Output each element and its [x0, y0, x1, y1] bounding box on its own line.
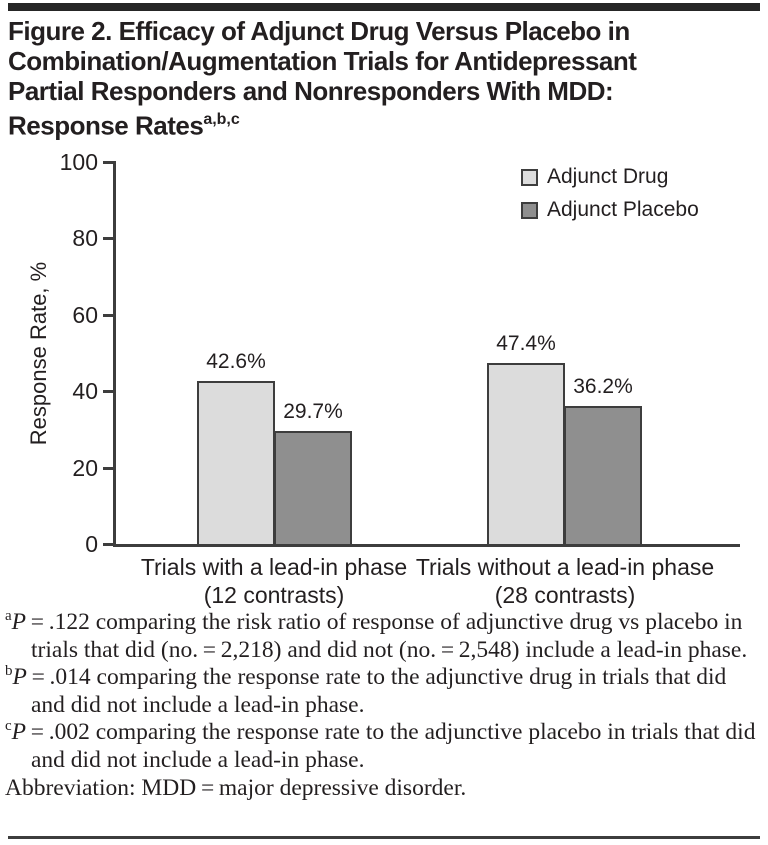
bar-value-label: 36.2% [573, 374, 633, 398]
figure-title-line: Partial Responders and Nonresponders With MDD: [8, 76, 614, 106]
bar-adjunct-placebo-group2 [564, 406, 642, 546]
y-axis-tick-label: 100 [59, 149, 98, 175]
x-axis-line [113, 544, 740, 547]
footnote-c [5, 719, 762, 774]
legend-swatch-icon [521, 202, 538, 219]
legend-swatch-icon [521, 169, 538, 186]
legend-label: Adjunct Placebo [547, 198, 699, 221]
footnote-p-symbol: P [11, 609, 27, 635]
bar-value-label: 47.4% [496, 331, 556, 355]
footnote-b [5, 664, 762, 719]
legend-label: Adjunct Drug [547, 165, 669, 188]
y-axis-tick [103, 390, 113, 393]
x-category-line: (28 contrasts) [494, 582, 636, 608]
footnote-p-symbol: P [12, 664, 27, 691]
bar-value-label: 29.7% [283, 399, 343, 423]
footnote-marker: a [5, 608, 12, 625]
y-axis-tick-label: 40 [72, 378, 98, 405]
footnote-p-symbol: P [11, 719, 27, 746]
footnote-marker: b [5, 663, 13, 680]
y-axis-tick-label: 20 [72, 454, 98, 481]
y-axis-tick [103, 161, 113, 164]
figure-title-superscript: a,b,c [203, 111, 240, 128]
footnotes [5, 609, 762, 802]
legend-item [521, 198, 699, 222]
y-axis-line [113, 161, 116, 547]
bottom-rule [8, 836, 760, 839]
figure-title-line: Figure 2. Efficacy of Adjunct Drug Versus Placebo in [8, 16, 630, 46]
bar-value-label: 42.6% [206, 350, 266, 374]
y-axis-label: Response Rate, % [26, 261, 51, 446]
footnote-a [5, 609, 762, 664]
y-axis-tick [103, 314, 113, 317]
footnote-text: = .122 comparing the risk ratio of response of adjunctive drug vs placebo in trials that did (no. = 2,218) and did not (no. = 2,548) include a lead-in phase. [26, 609, 748, 663]
y-axis-tick [103, 467, 113, 470]
y-axis-tick-label: 80 [72, 225, 98, 252]
y-axis-tick-label: 0 [85, 531, 98, 557]
x-category-line: Trials with a lead-in phase [140, 554, 408, 580]
figure-title-line: Combination/Augmentation Trials for Antidepressant [8, 46, 637, 76]
y-axis-tick [103, 237, 113, 240]
footnote-text: = .002 comparing the response rate to the adjunctive placebo in trials that did and did not include a lead-in phase. [26, 719, 756, 773]
x-category-line: Trials without a lead-in phase [415, 554, 715, 580]
legend-item [521, 165, 699, 189]
chart-legend [521, 165, 699, 231]
footnote-marker: c [5, 718, 12, 735]
y-axis-tick-label: 60 [72, 301, 98, 328]
x-category-line: (12 contrasts) [203, 582, 345, 608]
abbreviation-line: Abbreviation: MDD = major depressive disorder. [5, 774, 467, 801]
footnote-text: = .014 comparing the response rate to the adjunctive drug in trials that did and did not include a lead-in phase. [26, 664, 727, 718]
y-axis-tick [103, 543, 113, 546]
figure-title-line-text: Response Rates [8, 110, 204, 141]
x-category-label-2 [385, 553, 745, 609]
bar-adjunct-placebo-group1 [274, 431, 352, 546]
